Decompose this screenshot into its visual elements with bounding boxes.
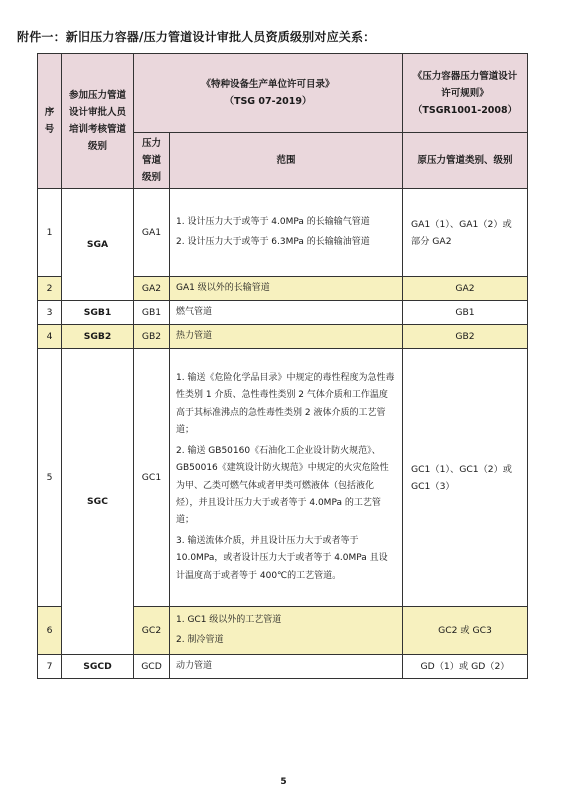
new-reg-code: （TSG 07-2019） — [224, 96, 312, 107]
scope-item: 2. 设计压力大于或等于 6.3MPa 的长输输油管道 — [176, 237, 370, 247]
scope-cell — [170, 655, 403, 679]
old-category-cell: GB1 — [403, 301, 528, 325]
training-level-cell: SGB1 — [62, 301, 134, 325]
old-category-cell: GB2 — [403, 325, 528, 349]
scope-item: 1. 设计压力大于或等于 4.0MPa 的长输输气管道 — [176, 216, 370, 227]
old-category-cell: GC2 或 GC3 — [403, 607, 528, 655]
pipe-level-cell: GC1 — [134, 349, 170, 607]
pipe-level-cell: GCD — [134, 655, 170, 679]
header-old-regulation — [403, 54, 528, 133]
row-number: 1 — [38, 189, 62, 277]
scope-item: 燃气管道 — [176, 306, 213, 317]
document-title: 附件一：新旧压力容器/压力管道设计审批人员资质级别对应关系： — [17, 30, 376, 44]
scope-item: 1. GC1 级以外的工艺管道 — [176, 614, 282, 625]
scope-item: 1. 输送《危险化学品目录》中规定的毒性程度为急性毒性类别 1 介质、急性毒性类别 2 气体介质和工作温度高于其标准沸点的急性毒性类别 2 液体介质的工艺管道； — [176, 373, 395, 436]
old-category-cell: GC1（1）、GC1（2）或 GC1（3） — [403, 349, 528, 607]
scope-cell — [170, 325, 403, 349]
training-level-cell: SGC — [62, 349, 134, 655]
pipe-level-cell: GC2 — [134, 607, 170, 655]
old-category-cell: GD（1）或 GD（2） — [403, 655, 528, 679]
scope-cell — [170, 189, 403, 277]
row-number: 6 — [38, 607, 62, 655]
pipe-level-cell: GB1 — [134, 301, 170, 325]
scope-item: 2. 制冷管道 — [176, 635, 224, 645]
row-number: 7 — [38, 655, 62, 679]
scope-cell — [170, 607, 403, 655]
row-number: 5 — [38, 349, 62, 607]
pipe-level-cell: GB2 — [134, 325, 170, 349]
old-category-cell: GA1（1）、GA1（2）或 部分 GA2 — [403, 189, 528, 277]
pipe-level-cell: GA2 — [134, 277, 170, 301]
row-number: 4 — [38, 325, 62, 349]
header-training-level: 参加压力管道设计审批人员培训考核管道级别 — [62, 54, 134, 189]
row-number: 3 — [38, 301, 62, 325]
training-level-cell: SGB2 — [62, 325, 134, 349]
header-pipe-level: 压力管道级别 — [134, 133, 170, 189]
training-level-cell: SGCD — [62, 655, 134, 679]
scope-item: 2. 输送 GB50160《石油化工企业设计防火规范》、GB50016《建筑设计防火规范》中规定的火灾危险性为甲、乙类可燃气体或者甲类可燃液体（包括液化烃），并且设计压力大于或者等于 4.0MPa 的工艺管道； — [176, 445, 389, 526]
scope-cell — [170, 349, 403, 607]
header-new-regulation — [134, 54, 403, 133]
scope-cell — [170, 277, 403, 301]
training-level-cell: SGA — [62, 189, 134, 301]
scope-item: GA1 级以外的长输管道 — [176, 282, 270, 293]
qualification-table — [37, 53, 528, 679]
scope-item: 热力管道 — [176, 330, 213, 341]
page-number: 5 — [280, 777, 287, 787]
row-number: 2 — [38, 277, 62, 301]
old-reg-title: 《压力容器压力管道设计许可规则》 — [412, 70, 518, 99]
scope-item: 3. 输送流体介质，并且设计压力大于或者等于 10.0MPa，或者设计压力大于或者等于 4.0MPa 且设计温度高于或者等于 400℃的工艺管道。 — [176, 535, 388, 581]
old-reg-code: （TSGR1001-2008） — [412, 104, 518, 116]
header-seq: 序号 — [38, 54, 62, 189]
scope-cell — [170, 301, 403, 325]
pipe-level-cell: GA1 — [134, 189, 170, 277]
old-category-cell: GA2 — [403, 277, 528, 301]
header-scope: 范围 — [170, 133, 403, 189]
header-old-category: 原压力管道类别、级别 — [403, 133, 528, 189]
new-reg-title: 《特种设备生产单位许可目录》 — [201, 79, 335, 90]
scope-item: 动力管道 — [176, 660, 213, 671]
